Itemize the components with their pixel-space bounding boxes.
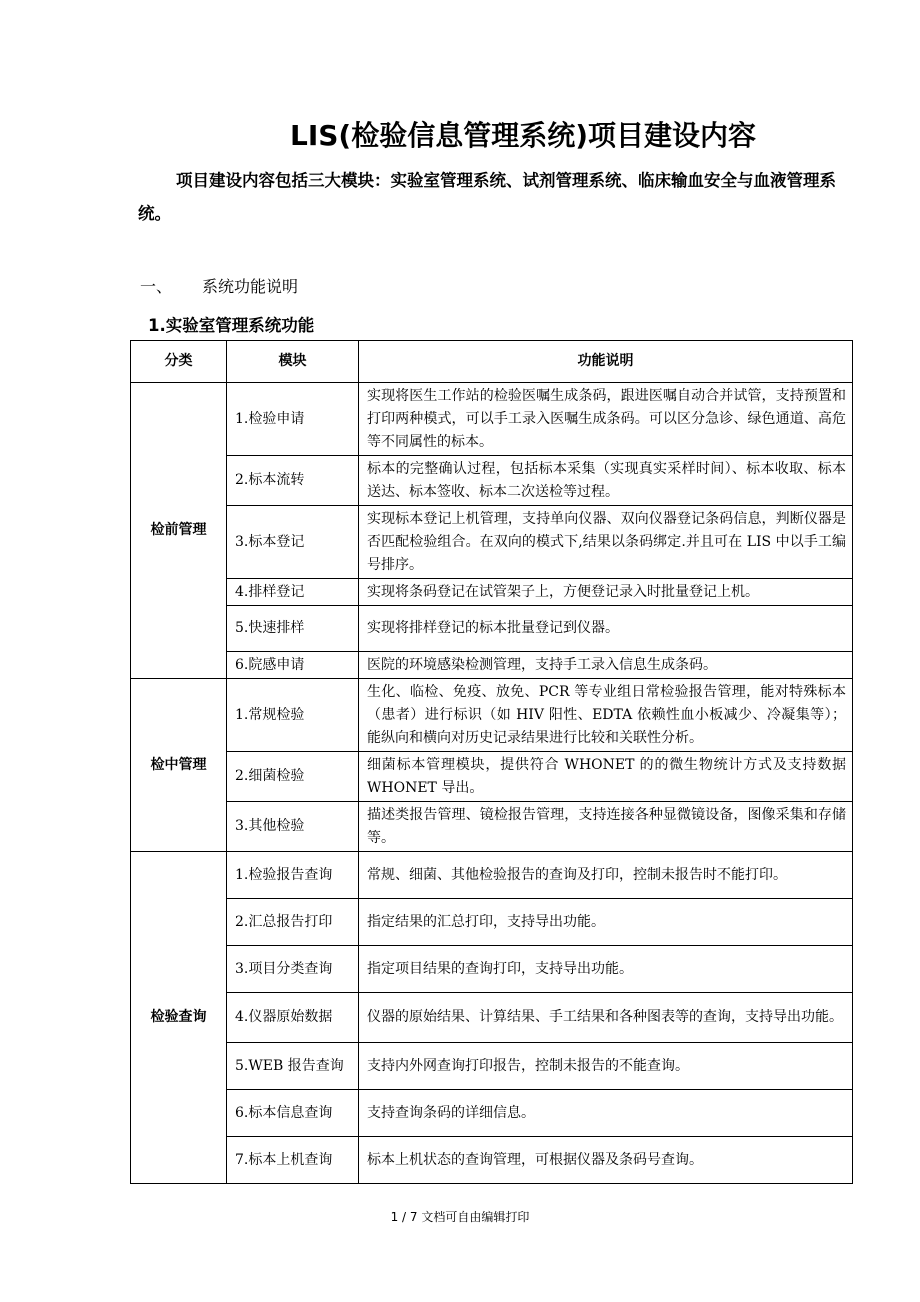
table-row xyxy=(131,679,853,752)
description-cell: 实现将排样登记的标本批量登记到仪器。 xyxy=(359,606,853,652)
subsection-heading: 1.实验室管理系统功能 xyxy=(148,316,315,335)
description-cell: 指定结果的汇总打印，支持导出功能。 xyxy=(359,899,853,946)
module-cell: 5.WEB 报告查询 xyxy=(227,1043,359,1090)
table-row xyxy=(131,1137,853,1184)
section-heading-1 xyxy=(140,274,298,297)
table-row xyxy=(131,899,853,946)
header-category: 分类 xyxy=(131,341,227,383)
description-cell: 仪器的原始结果、计算结果、手工结果和各种图表等的查询，支持导出功能。 xyxy=(359,993,853,1043)
description-cell: 实现标本登记上机管理，支持单向仪器、双向仪器登记条码信息，判断仪器是否匹配检验组合。在双向的模式下,结果以条码绑定.并且可在 LIS 中以手工编号排序。 xyxy=(359,506,853,579)
category-cell: 检验查询 xyxy=(131,852,227,1184)
header-module: 模块 xyxy=(227,341,359,383)
category-cell: 检中管理 xyxy=(131,679,227,852)
header-description: 功能说明 xyxy=(359,341,853,383)
table-row xyxy=(131,946,853,993)
module-cell: 2.标本流转 xyxy=(227,456,359,506)
description-cell: 实现将条码登记在试管架子上，方便登记录入时批量登记上机。 xyxy=(359,579,853,606)
module-cell: 3.其他检验 xyxy=(227,802,359,852)
module-cell: 4.仪器原始数据 xyxy=(227,993,359,1043)
description-cell: 医院的环境感染检测管理，支持手工录入信息生成条码。 xyxy=(359,652,853,679)
description-cell: 指定项目结果的查询打印，支持导出功能。 xyxy=(359,946,853,993)
module-cell: 5.快速排样 xyxy=(227,606,359,652)
module-cell: 1.检验申请 xyxy=(227,383,359,456)
table-row xyxy=(131,993,853,1043)
table-row xyxy=(131,652,853,679)
section-number: 一、 xyxy=(140,277,173,296)
document-title: LIS(检验信息管理系统)项目建设内容 xyxy=(289,119,757,152)
module-cell: 6.标本信息查询 xyxy=(227,1090,359,1137)
description-cell: 标本的完整确认过程，包括标本采集（实现真实采样时间）、标本收取、标本送达、标本签收、标本二次送检等过程。 xyxy=(359,456,853,506)
page-footer: 1 / 7 文档可自由编辑打印 xyxy=(390,1210,530,1224)
module-cell: 1.检验报告查询 xyxy=(227,852,359,899)
table-row xyxy=(131,1043,853,1090)
table-row xyxy=(131,752,853,802)
table-row xyxy=(131,852,853,899)
table-row xyxy=(131,579,853,606)
module-cell: 6.院感申请 xyxy=(227,652,359,679)
function-table xyxy=(130,340,853,1184)
module-cell: 1.常规检验 xyxy=(227,679,359,752)
table-row xyxy=(131,506,853,579)
description-cell: 生化、临检、免疫、放免、PCR 等专业组日常检验报告管理，能对特殊标本（患者）进行标识（如 HIV 阳性、EDTA 依赖性血小板减少、冷凝集等）；能纵向和横向对历史记录结果进行比较和关联性分析。 xyxy=(359,679,853,752)
table-row xyxy=(131,802,853,852)
description-cell: 细菌标本管理模块，提供符合 WHONET 的的微生物统计方式及支持数据 WHONET 导出。 xyxy=(359,752,853,802)
module-cell: 2.汇总报告打印 xyxy=(227,899,359,946)
module-cell: 3.标本登记 xyxy=(227,506,359,579)
section-label: 系统功能说明 xyxy=(202,277,299,296)
module-cell: 3.项目分类查询 xyxy=(227,946,359,993)
table-row xyxy=(131,383,853,456)
table-row xyxy=(131,606,853,652)
module-cell: 4.排样登记 xyxy=(227,579,359,606)
description-cell: 描述类报告管理、镜检报告管理，支持连接各种显微镜设备，图像采集和存储等。 xyxy=(359,802,853,852)
module-cell: 7.标本上机查询 xyxy=(227,1137,359,1184)
table-header-row xyxy=(131,341,853,383)
description-cell: 标本上机状态的查询管理，可根据仪器及条码号查询。 xyxy=(359,1137,853,1184)
table-row xyxy=(131,1090,853,1137)
intro-paragraph: 项目建设内容包括三大模块：实验室管理系统、试剂管理系统、临床输血安全与血液管理系统。 xyxy=(138,171,836,223)
category-cell: 检前管理 xyxy=(131,383,227,679)
description-cell: 支持内外网查询打印报告，控制未报告的不能查询。 xyxy=(359,1043,853,1090)
module-cell: 2.细菌检验 xyxy=(227,752,359,802)
description-cell: 支持查询条码的详细信息。 xyxy=(359,1090,853,1137)
description-cell: 常规、细菌、其他检验报告的查询及打印，控制未报告时不能打印。 xyxy=(359,852,853,899)
description-cell: 实现将医生工作站的检验医嘱生成条码，跟进医嘱自动合并试管，支持预置和打印两种模式，可以手工录入医嘱生成条码。可以区分急诊、绿色通道、高危等不同属性的标本。 xyxy=(359,383,853,456)
table-row xyxy=(131,456,853,506)
